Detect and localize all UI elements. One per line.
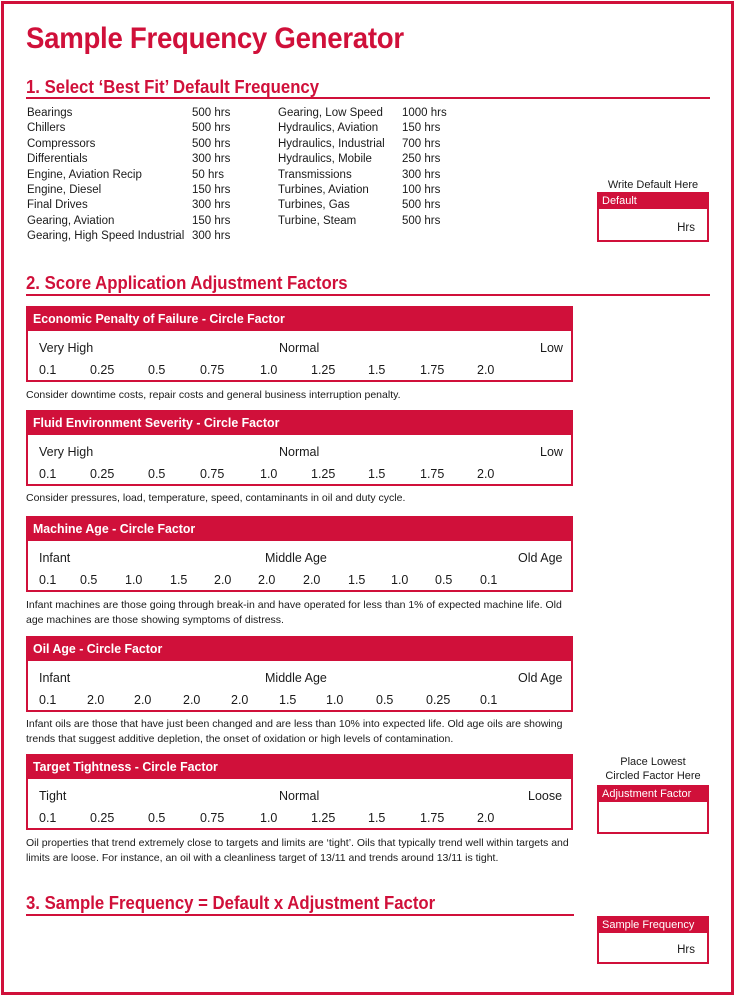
frequency-equipment-name: Engine, Aviation Recip: [27, 168, 142, 181]
frequency-row: [278, 214, 447, 229]
factor-value-option[interactable]: 0.25: [90, 467, 115, 481]
frequency-row: [278, 168, 447, 183]
default-box-unit: Hrs: [677, 222, 695, 234]
factor-note: Oil properties that trend extremely close to targets and limits are ‘tight’. Oils that typically trend well within targets and limits are loose. For instance, an oil with a cleanliness target of 13/11 and trends around 13/11 is tight.: [26, 837, 569, 864]
factor-title: Economic Penalty of Failure - Circle Factor: [33, 311, 285, 326]
factor-value-option[interactable]: 2.0: [183, 693, 201, 707]
factor-scale-label: Loose: [528, 789, 563, 803]
sample-frequency-box-unit: Hrs: [677, 944, 695, 956]
section3-heading: 3. Sample Frequency = Default x Adjustment Factor: [26, 893, 436, 913]
factor-scale-label: Low: [540, 341, 563, 355]
frequency-equipment-name: Hydraulics, Aviation: [278, 122, 379, 135]
factor-value-option[interactable]: 1.5: [348, 573, 366, 587]
section1-heading: 1. Select ‘Best Fit’ Default Frequency: [26, 77, 320, 97]
frequency-equipment-name: Transmissions: [278, 168, 352, 181]
factor-value-option[interactable]: 0.1: [480, 693, 498, 707]
factor-box: [26, 754, 573, 830]
factor-value-option[interactable]: 0.75: [200, 363, 225, 377]
frequency-equipment-name: Engine, Diesel: [27, 184, 102, 197]
frequency-hours-value: 50 hrs: [192, 168, 224, 181]
factor-title-bar: [28, 638, 571, 661]
adjustment-factor-input-box[interactable]: [597, 785, 709, 834]
frequency-hours-value: 500 hrs: [192, 122, 231, 135]
factor-value-option[interactable]: 2.0: [231, 693, 249, 707]
frequency-row: [278, 106, 447, 121]
frequency-hours-value: 1000 hrs: [402, 107, 447, 119]
factor-value-option[interactable]: 0.5: [435, 573, 453, 587]
factor-title: Target Tightness - Circle Factor: [33, 759, 218, 774]
frequency-equipment-name: Final Drives: [27, 199, 88, 212]
factor-title: Machine Age - Circle Factor: [33, 521, 196, 536]
factor-value-option[interactable]: 1.0: [391, 573, 409, 587]
page-title: Sample Frequency Generator: [26, 22, 404, 55]
factor-box: [26, 410, 573, 486]
frequency-row: [27, 214, 230, 229]
factor-title-bar: [28, 756, 571, 779]
frequency-equipment-name: Hydraulics, Mobile: [278, 153, 372, 166]
default-box-caption: Write Default Here: [607, 179, 699, 191]
factor-box: [26, 636, 573, 712]
factor-value-option[interactable]: 0.1: [39, 573, 57, 587]
frequency-equipment-name: Gearing, High Speed Industrial: [27, 230, 185, 243]
factor-box: [26, 516, 573, 592]
frequency-row: [278, 121, 447, 136]
frequency-row: [27, 137, 230, 152]
section2-rule: [26, 294, 710, 296]
factor-scale-label: Old Age: [518, 551, 563, 565]
factor-value-option[interactable]: 0.25: [90, 363, 115, 377]
factor-value-option[interactable]: 1.75: [420, 467, 445, 481]
factor-value-option[interactable]: 0.5: [148, 467, 166, 481]
frequency-hours-value: 300 hrs: [192, 199, 231, 212]
frequency-equipment-name: Differentials: [27, 153, 88, 166]
frequency-equipment-name: Gearing, Aviation: [27, 214, 115, 227]
factor-value-option[interactable]: 1.0: [125, 573, 143, 587]
frequency-hours-value: 150 hrs: [192, 184, 231, 197]
frequency-row: [278, 183, 447, 198]
frequency-hours-value: 300 hrs: [402, 168, 441, 181]
factor-value-option[interactable]: 0.1: [39, 467, 57, 481]
factor-value-option[interactable]: 1.5: [368, 811, 386, 825]
frequency-hours-value: 500 hrs: [192, 107, 231, 119]
factor-value-option[interactable]: 1.25: [311, 467, 336, 481]
adjustment-box-header: Adjustment Factor: [599, 787, 707, 802]
frequency-hours-value: 100 hrs: [402, 184, 441, 197]
frequency-row: [278, 137, 447, 152]
frequency-row: [27, 106, 230, 121]
factor-scale-label: Old Age: [518, 671, 563, 685]
factor-value-option[interactable]: 0.5: [80, 573, 98, 587]
frequency-list-right: [278, 106, 447, 229]
factor-title: Oil Age - Circle Factor: [33, 641, 163, 656]
factor-value-option[interactable]: 0.1: [39, 363, 57, 377]
factor-title: Fluid Environment Severity - Circle Factor: [33, 415, 280, 430]
frequency-row: [278, 198, 447, 213]
factor-scale-label: Infant: [39, 671, 71, 685]
frequency-row: [27, 229, 230, 244]
frequency-hours-value: 150 hrs: [402, 122, 441, 135]
factor-value-option[interactable]: 0.1: [39, 811, 57, 825]
frequency-equipment-name: Hydraulics, Industrial: [278, 137, 385, 150]
factor-scale-label: Very High: [39, 341, 94, 355]
factor-value-option[interactable]: 0.25: [426, 693, 451, 707]
frequency-row: [278, 152, 447, 167]
factor-value-option[interactable]: 1.75: [420, 363, 445, 377]
factor-scale-label: Infant: [39, 551, 71, 565]
factor-value-option[interactable]: 2.0: [87, 693, 105, 707]
factor-value-option[interactable]: 2.0: [477, 811, 495, 825]
frequency-row: [27, 168, 230, 183]
sample-frequency-input-box[interactable]: [597, 916, 709, 964]
factor-scale-label: Normal: [279, 341, 320, 355]
frequency-equipment-name: Turbine, Steam: [278, 214, 357, 227]
frequency-list-left: [27, 106, 230, 245]
factor-scale-label: Middle Age: [265, 671, 327, 685]
factor-value-option[interactable]: 2.0: [303, 573, 321, 587]
frequency-row: [27, 198, 230, 213]
frequency-hours-value: 500 hrs: [402, 214, 441, 227]
factor-value-option[interactable]: 0.5: [148, 811, 166, 825]
factor-title-bar: [28, 308, 571, 331]
factor-value-option[interactable]: 0.25: [90, 811, 115, 825]
frequency-hours-value: 700 hrs: [402, 137, 441, 150]
factor-value-option[interactable]: 2.0: [258, 573, 276, 587]
factor-title-bar: [28, 518, 571, 541]
factor-value-option[interactable]: 0.5: [148, 363, 166, 377]
frequency-hours-value: 250 hrs: [402, 153, 441, 166]
factor-value-option[interactable]: 1.5: [279, 693, 297, 707]
factor-note: Consider pressures, load, temperature, speed, contaminants in oil and duty cycle.: [26, 492, 406, 504]
factor-value-option[interactable]: 1.5: [368, 363, 386, 377]
frequency-equipment-name: Chillers: [27, 122, 66, 135]
factor-note: Infant machines are those going through break-in and have operated for less than 1% of expected machine life. Old age machines are those showing symptoms of distress.: [26, 599, 562, 626]
factor-box: [26, 306, 573, 382]
factor-note: Infant oils are those that have just been changed and are less than 10% into expected life. Old age oils are showing trends that suggest additive depletion, the onset of oxidation or high levels of contamination.: [26, 718, 563, 745]
factor-value-option[interactable]: 2.0: [134, 693, 152, 707]
factor-value-option[interactable]: 1.5: [368, 467, 386, 481]
frequency-hours-value: 500 hrs: [192, 137, 231, 150]
frequency-row: [27, 152, 230, 167]
factor-value-option[interactable]: 1.0: [326, 693, 344, 707]
factor-scale-label: Normal: [279, 789, 320, 803]
frequency-hours-value: 500 hrs: [402, 199, 441, 212]
adjustment-caption-line1: Place Lowest: [620, 756, 686, 768]
frequency-hours-value: 150 hrs: [192, 214, 231, 227]
frequency-row: [27, 183, 230, 198]
factor-value-option[interactable]: 0.75: [200, 467, 225, 481]
frequency-equipment-name: Turbines, Aviation: [278, 184, 369, 197]
adjustment-caption-line2: Circled Factor Here: [605, 770, 701, 782]
factor-value-option[interactable]: 2.0: [477, 467, 495, 481]
factor-value-option[interactable]: 1.25: [311, 811, 336, 825]
factor-value-option[interactable]: 0.5: [376, 693, 394, 707]
frequency-equipment-name: Gearing, Low Speed: [278, 107, 383, 119]
default-input-box[interactable]: [597, 192, 709, 242]
factor-value-option[interactable]: 2.0: [214, 573, 232, 587]
sample-frequency-box-header: Sample Frequency: [599, 918, 707, 933]
factor-value-option[interactable]: 1.0: [260, 363, 278, 377]
factor-scale-label: Very High: [39, 445, 94, 459]
factor-scale-label: Tight: [39, 789, 67, 803]
section1-rule: [26, 97, 710, 99]
factor-title-bar: [28, 412, 571, 435]
factor-scale-label: Normal: [279, 445, 320, 459]
frequency-hours-value: 300 hrs: [192, 230, 231, 243]
factor-value-option[interactable]: 1.0: [260, 467, 278, 481]
factor-scale-label: Low: [540, 445, 563, 459]
factor-value-option[interactable]: 0.1: [480, 573, 498, 587]
frequency-equipment-name: Bearings: [27, 107, 73, 119]
frequency-row: [27, 121, 230, 136]
default-box-header: Default: [599, 194, 707, 209]
frequency-equipment-name: Turbines, Gas: [278, 199, 350, 212]
factor-value-option[interactable]: 1.5: [170, 573, 188, 587]
section3-rule: [26, 914, 574, 916]
factor-value-option[interactable]: 1.0: [260, 811, 278, 825]
factor-value-option[interactable]: 0.75: [200, 811, 225, 825]
factor-value-option[interactable]: 0.1: [39, 693, 57, 707]
frequency-hours-value: 300 hrs: [192, 153, 231, 166]
adjustment-box-caption: [597, 755, 709, 783]
factor-value-option[interactable]: 1.75: [420, 811, 445, 825]
factor-note: Consider downtime costs, repair costs and general business interruption penalty.: [26, 389, 401, 401]
factor-scale-label: Middle Age: [265, 551, 327, 565]
factor-value-option[interactable]: 1.25: [311, 363, 336, 377]
factor-value-option[interactable]: 2.0: [477, 363, 495, 377]
frequency-equipment-name: Compressors: [27, 137, 96, 150]
section2-heading: 2. Score Application Adjustment Factors: [26, 273, 348, 293]
